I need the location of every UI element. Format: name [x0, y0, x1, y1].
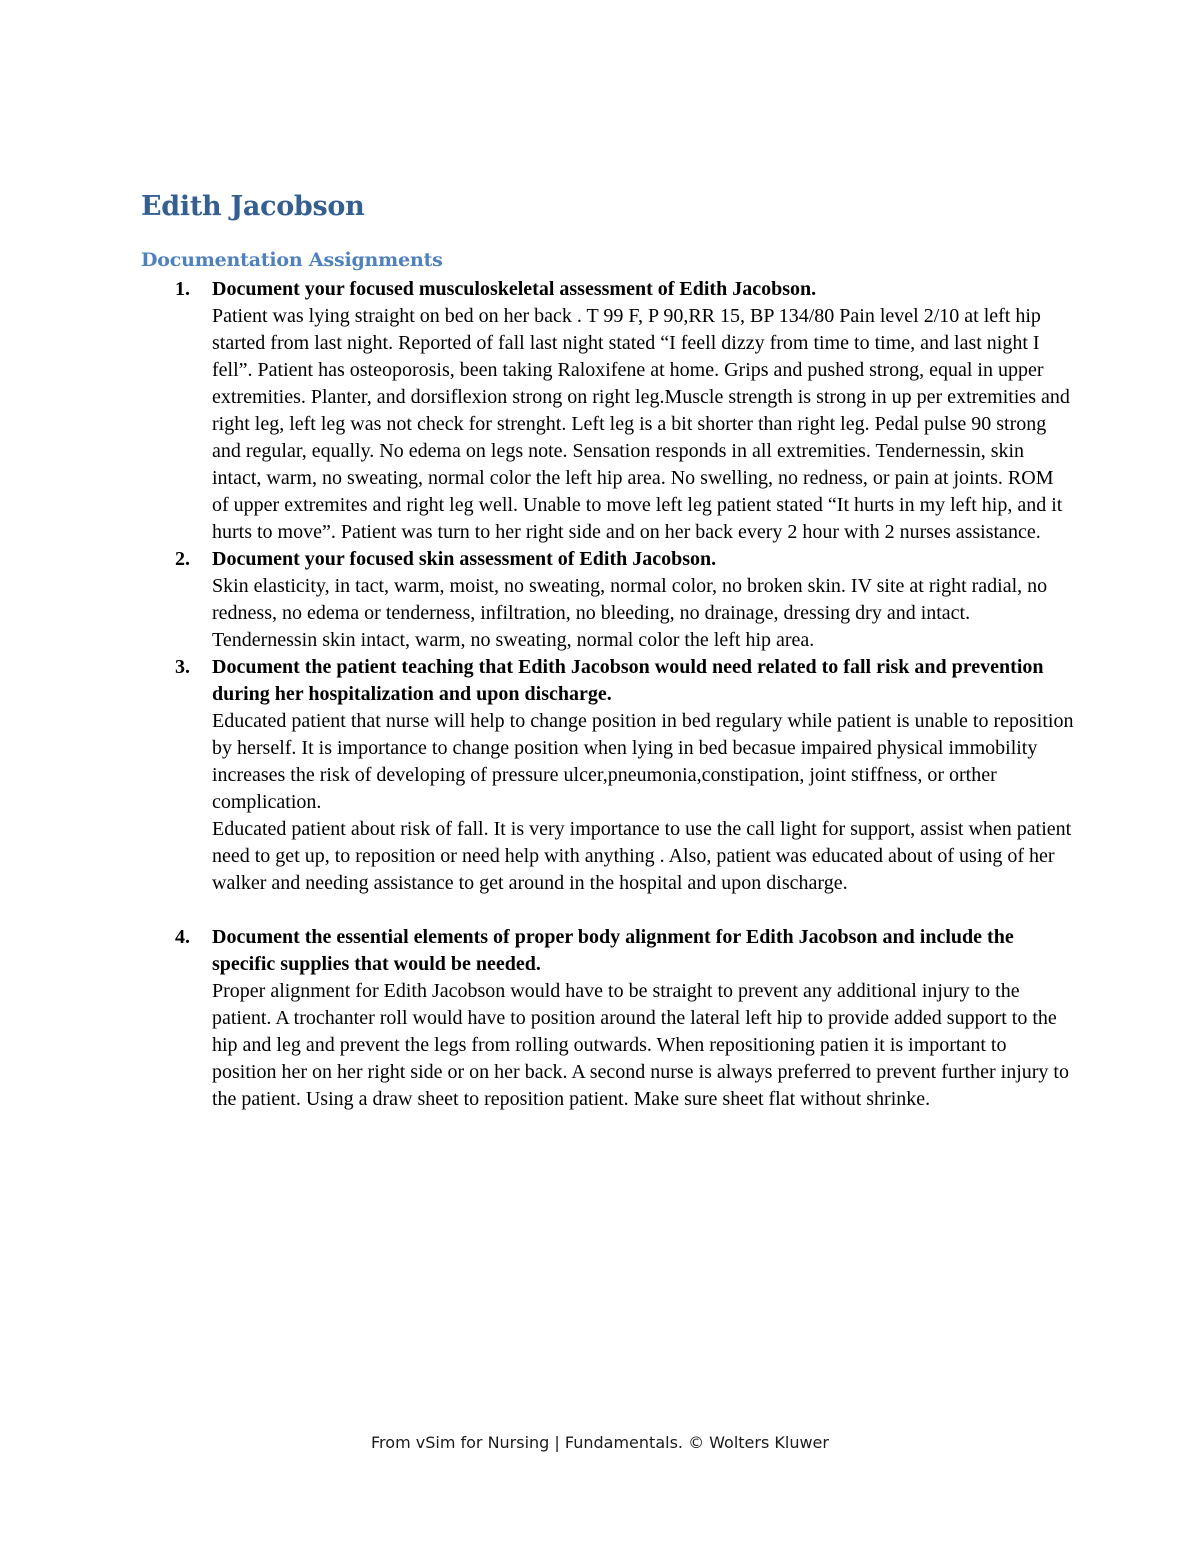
answer-paragraph: Educated patient about risk of fall. It is very importance to use the call light for support, assist when patient need to get up, to reposition or need help with anything . Also, patient was educated about of using of her walker and needing assistance to get around in the hospital and upon discharge.	[212, 818, 1072, 894]
answer-paragraph: Skin elasticity, in tact, warm, moist, no sweating, normal color, no broken skin. IV site at right radial, no redness, no edema or tenderness, infiltration, no bleeding, no drainage, dressing dry and intact. Tendernessin skin intact, warm, no sweating, normal color the left hip area.	[212, 575, 1048, 651]
question-text: Document your focused skin assessment of Edith Jacobson.	[212, 548, 717, 570]
page-footer: From vSim for Nursing | Fundamentals. © Wolters Kluwer	[371, 1433, 829, 1452]
question-number: 3.	[175, 656, 190, 678]
answer-paragraph: Patient was lying straight on bed on her back . T 99 F, P 90,RR 15, BP 134/80 Pain level 2/10 at left hip started from last night. Reported of fall last night stated “I feell dizzy from time to time, and last night I fell”. Patient has osteoporosis, been taking Raloxifene at home. Grips and pushed strong, equal in upper extremities. Planter, and dorsiflexion strong on right leg.Muscle strength is strong in up per extremities and right leg, left leg was not check for strenght. Left leg is a bit shorter than right leg. Pedal pulse 90 strong and regular, equally. No edema on legs note. Sensation responds in all extremities. Tendernessin, skin intact, warm, no sweating, normal color the left hip area. No swelling, no redness, or pain at joints. ROM of upper extremites and right leg well. Unable to move left leg patient stated “It hurts in my left hip, and it hurts to move”. Patient was turn to her right side and on her back every 2 hour with 2 nurses assistance.	[212, 305, 1070, 543]
question-number: 4.	[175, 926, 190, 948]
section-heading: Documentation Assignments	[141, 249, 443, 271]
question-text: Document your focused musculoskeletal assessment of Edith Jacobson.	[212, 278, 817, 300]
question-text: Document the essential elements of proper body alignment for Edith Jacobson and include the specific supplies that would be needed.	[212, 926, 1014, 975]
question-list	[0, 276, 1200, 1113]
question-number: 2.	[175, 548, 190, 570]
question-text: Document the patient teaching that Edith Jacobson would need related to fall risk and prevention during her hospitalization and upon discharge.	[212, 656, 1044, 705]
answer-paragraph: Educated patient that nurse will help to change position in bed regulary while patient is unable to reposition by herself. It is importance to change position when lying in bed becasue impaired physical immobility increases the risk of developing of pressure ulcer,pneumonia,constipation, joint stiffness, or orther complication.	[212, 710, 1074, 813]
question-number: 1.	[175, 278, 190, 300]
question-item-4	[0, 924, 1074, 1113]
question-item-1	[0, 276, 1074, 546]
answer-paragraph: Proper alignment for Edith Jacobson would have to be straight to prevent any additional injury to the patient. A trochanter roll would have to position around the lateral left hip to provide added support to the hip and leg and prevent the legs from rolling outwards. When repositioning patien it is important to position her on her right side or on her back. A second nurse is always preferred to prevent further injury to the patient. Using a draw sheet to reposition patient. Make sure sheet flat without shrinke.	[212, 980, 1069, 1110]
question-item-3	[0, 654, 1074, 897]
question-item-2	[0, 546, 1074, 654]
page-title: Edith Jacobson	[141, 191, 365, 222]
